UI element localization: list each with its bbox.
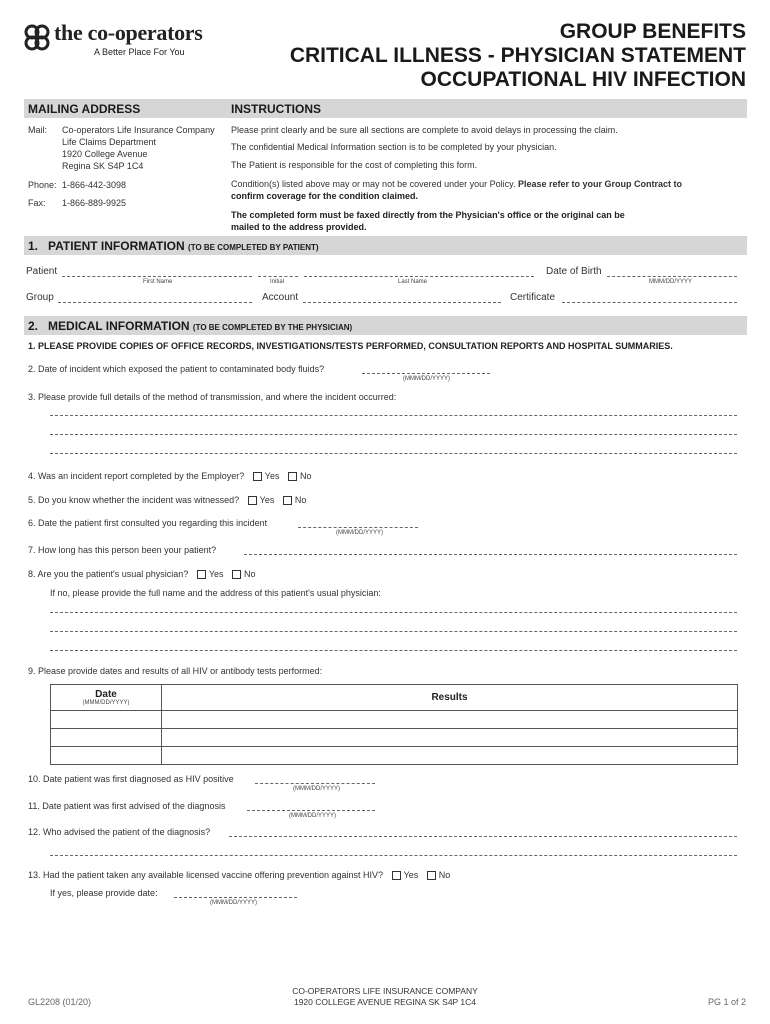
fax-number: 1-866-889-9925 <box>62 198 127 208</box>
fax-label: Fax: <box>28 198 46 208</box>
account-field[interactable] <box>303 302 501 303</box>
question-13-sub: If yes, please provide date: <box>50 888 158 898</box>
section-1-heading: 1. PATIENT INFORMATION (TO BE COMPLETED BY PATIENT) <box>28 239 319 253</box>
transmission-line-3[interactable] <box>50 453 737 454</box>
title-line-1: GROUP BENEFITS <box>559 20 746 43</box>
question-12: 12. Who advised the patient of the diagnosis? <box>28 827 211 837</box>
logo-text: the co-operators <box>54 20 203 45</box>
q5-yes-checkbox[interactable] <box>248 496 257 505</box>
phone-number: 1-866-442-3098 <box>62 180 127 190</box>
question-11: 11. Date patient was first advised of the diagnosis <box>28 801 226 811</box>
patient-label: Patient <box>26 266 58 277</box>
instruction-2: The confidential Medical Information section is to be completed by your physician. <box>231 142 557 152</box>
vaccine-date-caption: (MMM/DD/YYYY) <box>210 900 257 906</box>
mail-label: Mail: <box>28 125 48 135</box>
question-8-sub: If no, please provide the full name and the address of this patient's usual physician: <box>50 588 381 598</box>
vaccine-date-field[interactable] <box>174 897 297 898</box>
section-2-heading: 2. MEDICAL INFORMATION (TO BE COMPLETED BY THE PHYSICIAN) <box>28 319 353 333</box>
table-date-header: Date (MMM/DD/YYYY) <box>51 685 162 711</box>
transmission-line-2[interactable] <box>50 434 737 435</box>
question-4: 4. Was an incident report completed by the Employer? Yes No <box>28 471 312 481</box>
question-3: 3. Please provide full details of the method of transmission, and where the incident occurred: <box>28 392 397 402</box>
results-cell[interactable] <box>162 711 738 729</box>
q4-yes-checkbox[interactable] <box>253 472 262 481</box>
hiv-tests-table <box>50 684 738 765</box>
table-row <box>51 711 738 729</box>
question-7: 7. How long has this person been your patient? <box>28 545 217 555</box>
table-row <box>51 729 738 747</box>
advised-date-caption: (MMM/DD/YYYY) <box>289 813 336 819</box>
instruction-4: Condition(s) listed above may or may not be covered under your Policy. Please refer to your Group Contract to <box>231 179 683 189</box>
advised-date-field[interactable] <box>247 810 375 811</box>
table-row <box>51 747 738 765</box>
usual-physician-line-3[interactable] <box>50 650 737 651</box>
date-cell[interactable] <box>51 729 162 747</box>
first-name-caption: First Name <box>143 279 173 285</box>
initial-field[interactable] <box>258 276 298 277</box>
question-2: 2. Date of incident which exposed the patient to contaminated body fluids? <box>28 364 325 374</box>
footer-address: 1920 COLLEGE AVENUE REGINA SK S4P 1C4 <box>293 997 477 1007</box>
question-10: 10. Date patient was first diagnosed as HIV positive <box>28 774 234 784</box>
question-1: 1. PLEASE PROVIDE COPIES OF OFFICE RECORDS, INVESTIGATIONS/TESTS PERFORMED, CONSULTATION REPORTS AND HOSPITAL SUMMARIES. <box>28 341 673 351</box>
dob-caption: MMM/DD/YYYY <box>649 279 693 285</box>
mail-line-3: 1920 College Avenue <box>62 149 148 159</box>
instructions-heading: INSTRUCTIONS <box>231 102 321 116</box>
group-label: Group <box>26 292 54 303</box>
question-6: 6. Date the patient first consulted you regarding this incident <box>28 518 268 528</box>
results-cell[interactable] <box>162 729 738 747</box>
first-consult-date-caption: (MMM/DD/YYYY) <box>336 530 383 536</box>
q8-no-checkbox[interactable] <box>232 570 241 579</box>
dob-field[interactable] <box>607 276 737 277</box>
q5-no-checkbox[interactable] <box>283 496 292 505</box>
q8-yes-checkbox[interactable] <box>197 570 206 579</box>
last-name-caption: Last Name <box>398 279 428 285</box>
diagnosed-date-caption: (MMM/DD/YYYY) <box>293 786 340 792</box>
diagnosed-date-field[interactable] <box>255 783 375 784</box>
transmission-line-1[interactable] <box>50 415 737 416</box>
instruction-5-cont: mailed to the address provided. <box>231 222 367 232</box>
usual-physician-line-1[interactable] <box>50 612 737 613</box>
patient-duration-field[interactable] <box>244 554 737 555</box>
last-name-field[interactable] <box>304 276 534 277</box>
usual-physician-line-2[interactable] <box>50 631 737 632</box>
advised-by-field[interactable] <box>229 836 737 837</box>
mail-line-2: Life Claims Department <box>62 137 157 147</box>
date-cell[interactable] <box>51 711 162 729</box>
question-13: 13. Had the patient taken any available licensed vaccine offering prevention against HIV? Yes No <box>28 870 451 880</box>
account-label: Account <box>262 292 299 303</box>
footer-company: CO-OPERATORS LIFE INSURANCE COMPANY <box>292 986 478 996</box>
table-results-header: Results <box>162 685 738 711</box>
phone-label: Phone: <box>28 180 57 190</box>
results-cell[interactable] <box>162 747 738 765</box>
instruction-4-cont: confirm coverage for the condition claimed. <box>231 191 419 201</box>
title-line-2: CRITICAL ILLNESS - PHYSICIAN STATEMENT <box>289 44 746 67</box>
incident-date-caption: (MMM/DD/YYYY) <box>403 376 450 382</box>
page-number: PG 1 of 2 <box>707 997 746 1007</box>
q13-yes-checkbox[interactable] <box>392 871 401 880</box>
co-operators-logo-icon <box>22 22 52 54</box>
logo-tagline: A Better Place For You <box>94 47 185 57</box>
title-line-3: OCCUPATIONAL HIV INFECTION <box>420 68 746 91</box>
initial-caption: Initial <box>270 279 285 285</box>
group-field[interactable] <box>58 302 252 303</box>
form-code: GL2208 (01/20) <box>28 997 92 1007</box>
question-9: 9. Please provide dates and results of all HIV or antibody tests performed: <box>28 666 323 676</box>
first-name-field[interactable] <box>62 276 252 277</box>
q4-no-checkbox[interactable] <box>288 472 297 481</box>
date-cell[interactable] <box>51 747 162 765</box>
mail-line-1: Co-operators Life Insurance Company <box>62 125 215 135</box>
incident-date-field[interactable] <box>362 373 490 374</box>
dob-label: Date of Birth <box>546 266 602 277</box>
first-consult-date-field[interactable] <box>298 527 418 528</box>
instruction-3: The Patient is responsible for the cost of completing this form. <box>231 160 478 170</box>
mail-line-4: Regina SK S4P 1C4 <box>62 161 144 171</box>
advised-by-line-2[interactable] <box>50 855 737 856</box>
q13-no-checkbox[interactable] <box>427 871 436 880</box>
mailing-heading: MAILING ADDRESS <box>28 102 141 116</box>
certificate-label: Certificate <box>510 292 556 303</box>
instruction-5: The completed form must be faxed directly from the Physician's office or the original can be <box>231 210 625 220</box>
certificate-field[interactable] <box>562 302 737 303</box>
instruction-1: Please print clearly and be sure all sections are complete to avoid delays in processing the claim. <box>231 125 618 135</box>
question-5: 5. Do you know whether the incident was witnessed? Yes No <box>28 495 307 505</box>
question-8: 8. Are you the patient's usual physician? Yes No <box>28 569 256 579</box>
